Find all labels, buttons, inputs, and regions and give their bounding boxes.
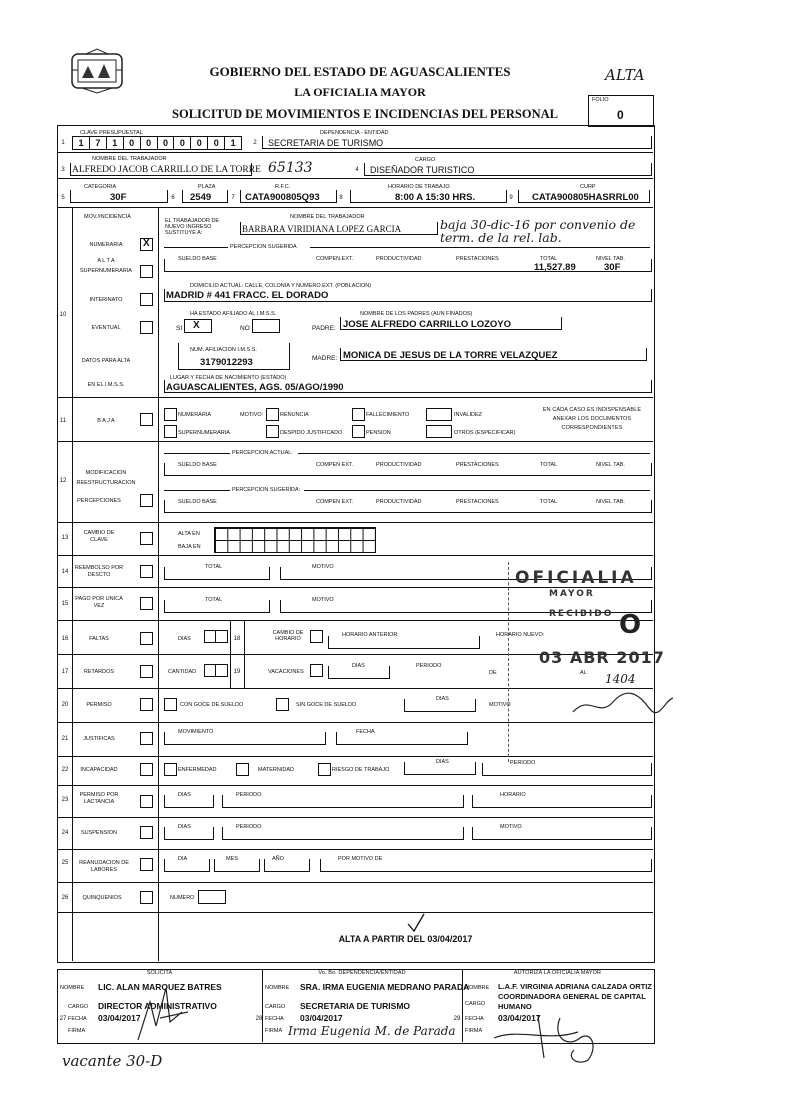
clave-digit: 7 — [89, 137, 106, 149]
nombre-trabajador-label: NOMBRE DEL TRABAJADOR — [92, 156, 167, 162]
stamp-signature — [569, 690, 675, 720]
percepciones-checkbox[interactable] — [140, 494, 153, 507]
retardos-checkbox[interactable] — [140, 665, 153, 678]
dependencia-value: SECRETARIA DE TURISMO — [268, 138, 384, 148]
clave-digit: 0 — [140, 137, 157, 149]
otros-box[interactable] — [426, 425, 452, 438]
alta-handwritten-note: ALTA — [605, 66, 645, 84]
sin-goce-checkbox[interactable] — [276, 698, 289, 711]
lactancia-checkbox[interactable] — [140, 795, 153, 808]
baja-numeraria-checkbox[interactable] — [164, 408, 177, 421]
pago-unica-checkbox[interactable] — [140, 597, 153, 610]
clave-presupuestal-digits — [72, 136, 242, 150]
imss-si-box[interactable]: X — [184, 319, 212, 333]
checkmark-icon — [405, 912, 427, 934]
received-stamp: OFICIALIA MAYOR RECIBIDO O 03 ABR 2017 1404 — [508, 562, 679, 762]
handwritten-baja-note: baja 30-dic-16 por convenio de term. de la rel. lab. — [440, 217, 636, 245]
reembolso-checkbox[interactable] — [140, 565, 153, 578]
enfermedad-checkbox[interactable] — [164, 763, 177, 776]
clave-label: CLAVE PRESUPUESTAL — [80, 130, 143, 136]
afiliacion-value: 3179012293 — [200, 357, 253, 368]
total-value: 11,527.89 — [534, 262, 576, 273]
cargo-value: DISEÑADOR TURISTICO — [370, 165, 475, 175]
clave-grid — [214, 527, 376, 553]
baja-supernumeraria-checkbox[interactable] — [164, 425, 177, 438]
plaza-value: 2549 — [190, 192, 212, 203]
permiso-checkbox[interactable] — [140, 698, 153, 711]
rfc-value: CATA900805Q93 — [245, 192, 320, 203]
dependencia-label: DEPENDENCIA - ENTIDAD — [320, 130, 389, 136]
clave-digit: 0 — [157, 137, 174, 149]
domicilio-value: MADRID # 441 FRACC. EL DORADO — [166, 290, 329, 301]
baja-checkbox[interactable] — [140, 413, 153, 426]
numeraria-checkbox[interactable]: X — [140, 238, 153, 251]
vobo-cargo: SECRETARIA DE TURISMO — [300, 1001, 411, 1011]
state-seal-logo — [68, 48, 126, 94]
office-title: LA OFICIALIA MAYOR — [294, 85, 426, 99]
vobo-signature: Irma Eugenia M. de Parada — [288, 1024, 456, 1038]
lugar-nacimiento-value: AGUASCALIENTES, AGS. 05/AGO/1990 — [166, 382, 344, 393]
handwritten-employee-number: 65133 — [268, 160, 313, 176]
retardos-cantidad-box[interactable] — [204, 664, 228, 677]
form-title: SOLICITUD DE MOVIMIENTOS E INCIDENCIAS DEL PERSONAL — [172, 107, 558, 121]
clave-digit: 1 — [224, 137, 241, 149]
padre-value: JOSE ALFREDO CARRILLO LOZOYO — [343, 319, 512, 330]
categoria-value: 30F — [110, 192, 127, 203]
pension-checkbox[interactable] — [352, 425, 365, 438]
alta-a-partir: ALTA A PARTIR DEL 03/04/2017 — [338, 934, 473, 944]
supernumeraria-checkbox[interactable] — [140, 265, 153, 278]
reanudacion-checkbox[interactable] — [140, 858, 153, 871]
eventual-checkbox[interactable] — [140, 321, 153, 334]
nivel-value: 30F — [604, 262, 621, 273]
clave-digit: 0 — [190, 137, 207, 149]
con-goce-checkbox[interactable] — [164, 698, 177, 711]
suspension-checkbox[interactable] — [140, 826, 153, 839]
quinquenios-numero-box[interactable] — [198, 890, 226, 904]
autoriza-fecha: 03/04/2017 — [498, 1013, 541, 1023]
quinquenios-checkbox[interactable] — [140, 891, 153, 904]
maternidad-checkbox[interactable] — [236, 763, 249, 776]
riesgo-trabajo-checkbox[interactable] — [318, 763, 331, 776]
clave-digit: 0 — [123, 137, 140, 149]
clave-digit: 1 — [78, 138, 84, 148]
incapacidad-checkbox[interactable] — [140, 763, 153, 776]
curp-value: CATA900805HASRRL00 — [532, 192, 639, 203]
faltas-dias-box[interactable] — [204, 630, 228, 643]
justificas-checkbox[interactable] — [140, 732, 153, 745]
invalidez-box[interactable] — [426, 408, 452, 421]
clave-digit: 0 — [173, 137, 190, 149]
nombre-trabajador-value: ALFREDO JACOB CARRILLO DE LA TORRE — [72, 165, 261, 175]
autoriza-cargo-2: HUMANO — [498, 1002, 532, 1011]
solicita-cargo: DIRECTOR ADMINISTRATIVO — [98, 1001, 217, 1011]
madre-value: MONICA DE JESUS DE LA TORRE VELAZQUEZ — [343, 350, 558, 361]
horario-value: 8:00 A 15:30 HRS. — [395, 192, 476, 203]
sustituye-value: BARBARA VIRIDIANA LOPEZ GARCIA — [242, 224, 402, 234]
folio-label: FOLIO — [592, 97, 609, 103]
clave-digit: 0 — [207, 137, 224, 149]
despido-checkbox[interactable] — [266, 425, 279, 438]
clave-digit: 1 — [106, 137, 123, 149]
solicita-nombre: LIC. ALAN MARQUEZ BATRES — [98, 982, 222, 992]
autoriza-signature — [488, 1008, 608, 1068]
imss-no-box[interactable] — [252, 319, 280, 333]
cambio-clave-checkbox[interactable] — [140, 532, 153, 545]
vobo-fecha: 03/04/2017 — [300, 1013, 343, 1023]
solicita-fecha: 03/04/2017 — [98, 1013, 141, 1023]
vobo-nombre: SRA. IRMA EUGENIA MEDRANO PARADA — [300, 982, 470, 992]
vacante-handwritten-note: vacante 30-D — [62, 1052, 163, 1070]
faltas-checkbox[interactable] — [140, 632, 153, 645]
stamp-date: 03 ABR 2017 — [539, 648, 665, 667]
folio-value: 0 — [617, 108, 624, 122]
fallecimiento-checkbox[interactable] — [352, 408, 365, 421]
solicita-signature — [130, 982, 210, 1044]
autoriza-cargo-1: COORDINADORA GENERAL DE CAPITAL — [498, 992, 646, 1001]
interinato-checkbox[interactable] — [140, 293, 153, 306]
cargo-label: CARGO — [415, 157, 436, 163]
renuncia-checkbox[interactable] — [266, 408, 279, 421]
cambio-horario-checkbox[interactable] — [310, 630, 323, 643]
folio-box — [588, 95, 654, 127]
vacaciones-checkbox[interactable] — [310, 664, 323, 677]
autoriza-nombre: L.A.F. VIRGINIA ADRIANA CALZADA ORTIZ — [498, 982, 652, 991]
government-title: GOBIERNO DEL ESTADO DE AGUASCALIENTES — [209, 64, 511, 79]
